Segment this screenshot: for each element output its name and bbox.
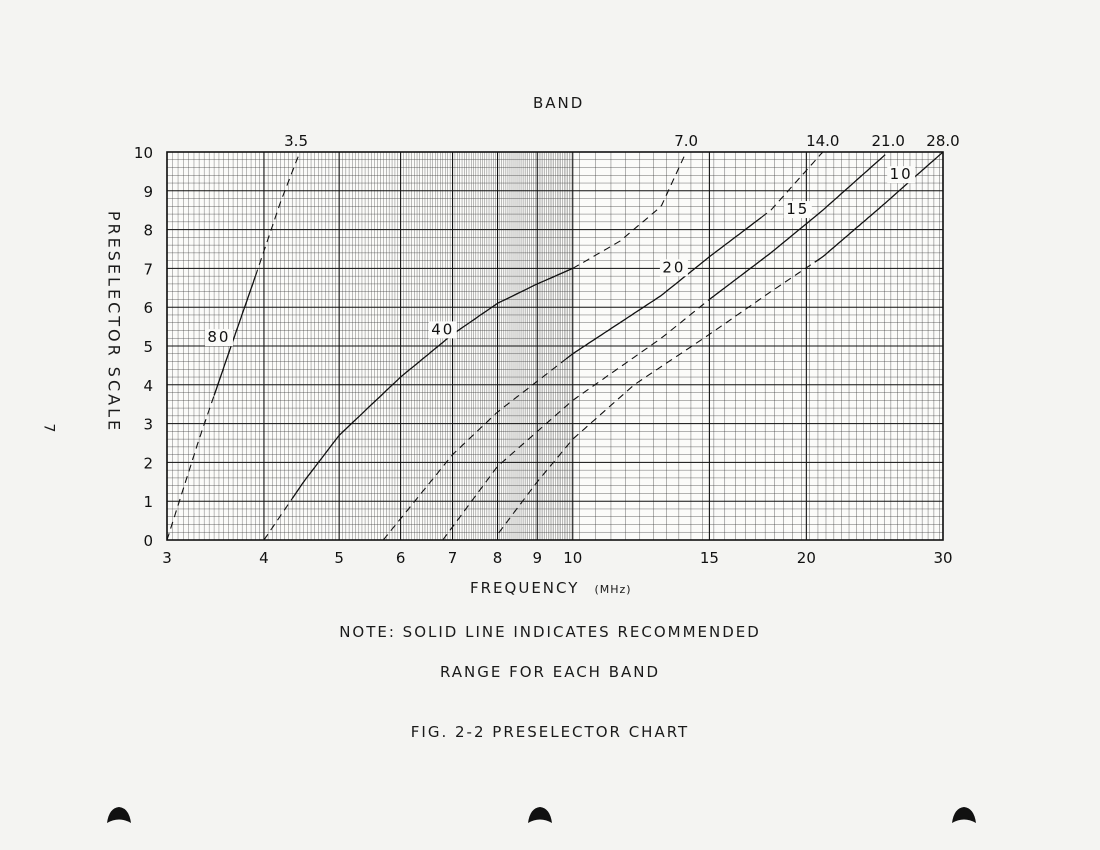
y-tick-label: 6 [143, 299, 153, 318]
y-tick-label: 9 [143, 182, 153, 201]
band-tick-label: 28.0 [926, 132, 960, 150]
x-tick-label: 15 [699, 549, 719, 567]
y-axis-title: PRESELECTOR SCALE [104, 210, 124, 434]
y-tick-label: 5 [143, 338, 153, 356]
y-tick-label: 7 [143, 260, 153, 279]
band-tick-label: 3.5 [284, 132, 309, 150]
x-axis-unit: (MHz) [594, 583, 632, 596]
figure-caption: FIG. 2-2 PRESELECTOR CHART [410, 723, 690, 741]
x-tick-label: 7 [447, 549, 458, 567]
x-tick-label: 3 [162, 549, 172, 567]
y-tick-label: 8 [143, 221, 153, 240]
series-label-15: 15 [786, 200, 810, 219]
x-tick-label: 30 [933, 549, 953, 567]
x-tick-label: 8 [492, 549, 503, 567]
band-tick-label: 14.0 [806, 132, 840, 150]
binder-hole-icon-left [106, 806, 132, 824]
series-label-20: 20 [662, 258, 686, 277]
y-tick-label: 3 [143, 415, 153, 434]
x-axis-title [470, 578, 632, 597]
y-tick-label: 0 [143, 532, 153, 550]
x-tick-label: 9 [532, 549, 543, 567]
y-tick-label: 1 [143, 493, 153, 512]
x-tick-label: 4 [259, 549, 269, 567]
x-tick-label: 6 [395, 549, 406, 567]
binder-hole-icon-right [951, 806, 977, 824]
series-label-80: 80 [207, 328, 231, 347]
binder-hole-icon-center [527, 806, 553, 824]
y-tick-label: 10 [133, 144, 153, 162]
page-number: 7 [40, 423, 57, 433]
band-tick-label: 21.0 [871, 132, 905, 150]
x-tick-label: 10 [563, 549, 583, 567]
note-line-1: NOTE: SOLID LINE INDICATES RECOMMENDED [339, 623, 761, 641]
series-label-10: 10 [889, 165, 913, 184]
top-axis-title: BAND [533, 94, 585, 112]
y-tick-label: 4 [143, 376, 153, 395]
series-label-40: 40 [431, 320, 455, 339]
y-tick-label: 2 [143, 454, 153, 473]
x-axis-label: FREQUENCY [470, 579, 580, 597]
x-tick-label: 20 [796, 549, 816, 567]
band-tick-label: 7.0 [674, 132, 699, 150]
x-tick-label: 5 [334, 549, 344, 567]
note-line-2: RANGE FOR EACH BAND [439, 663, 661, 681]
